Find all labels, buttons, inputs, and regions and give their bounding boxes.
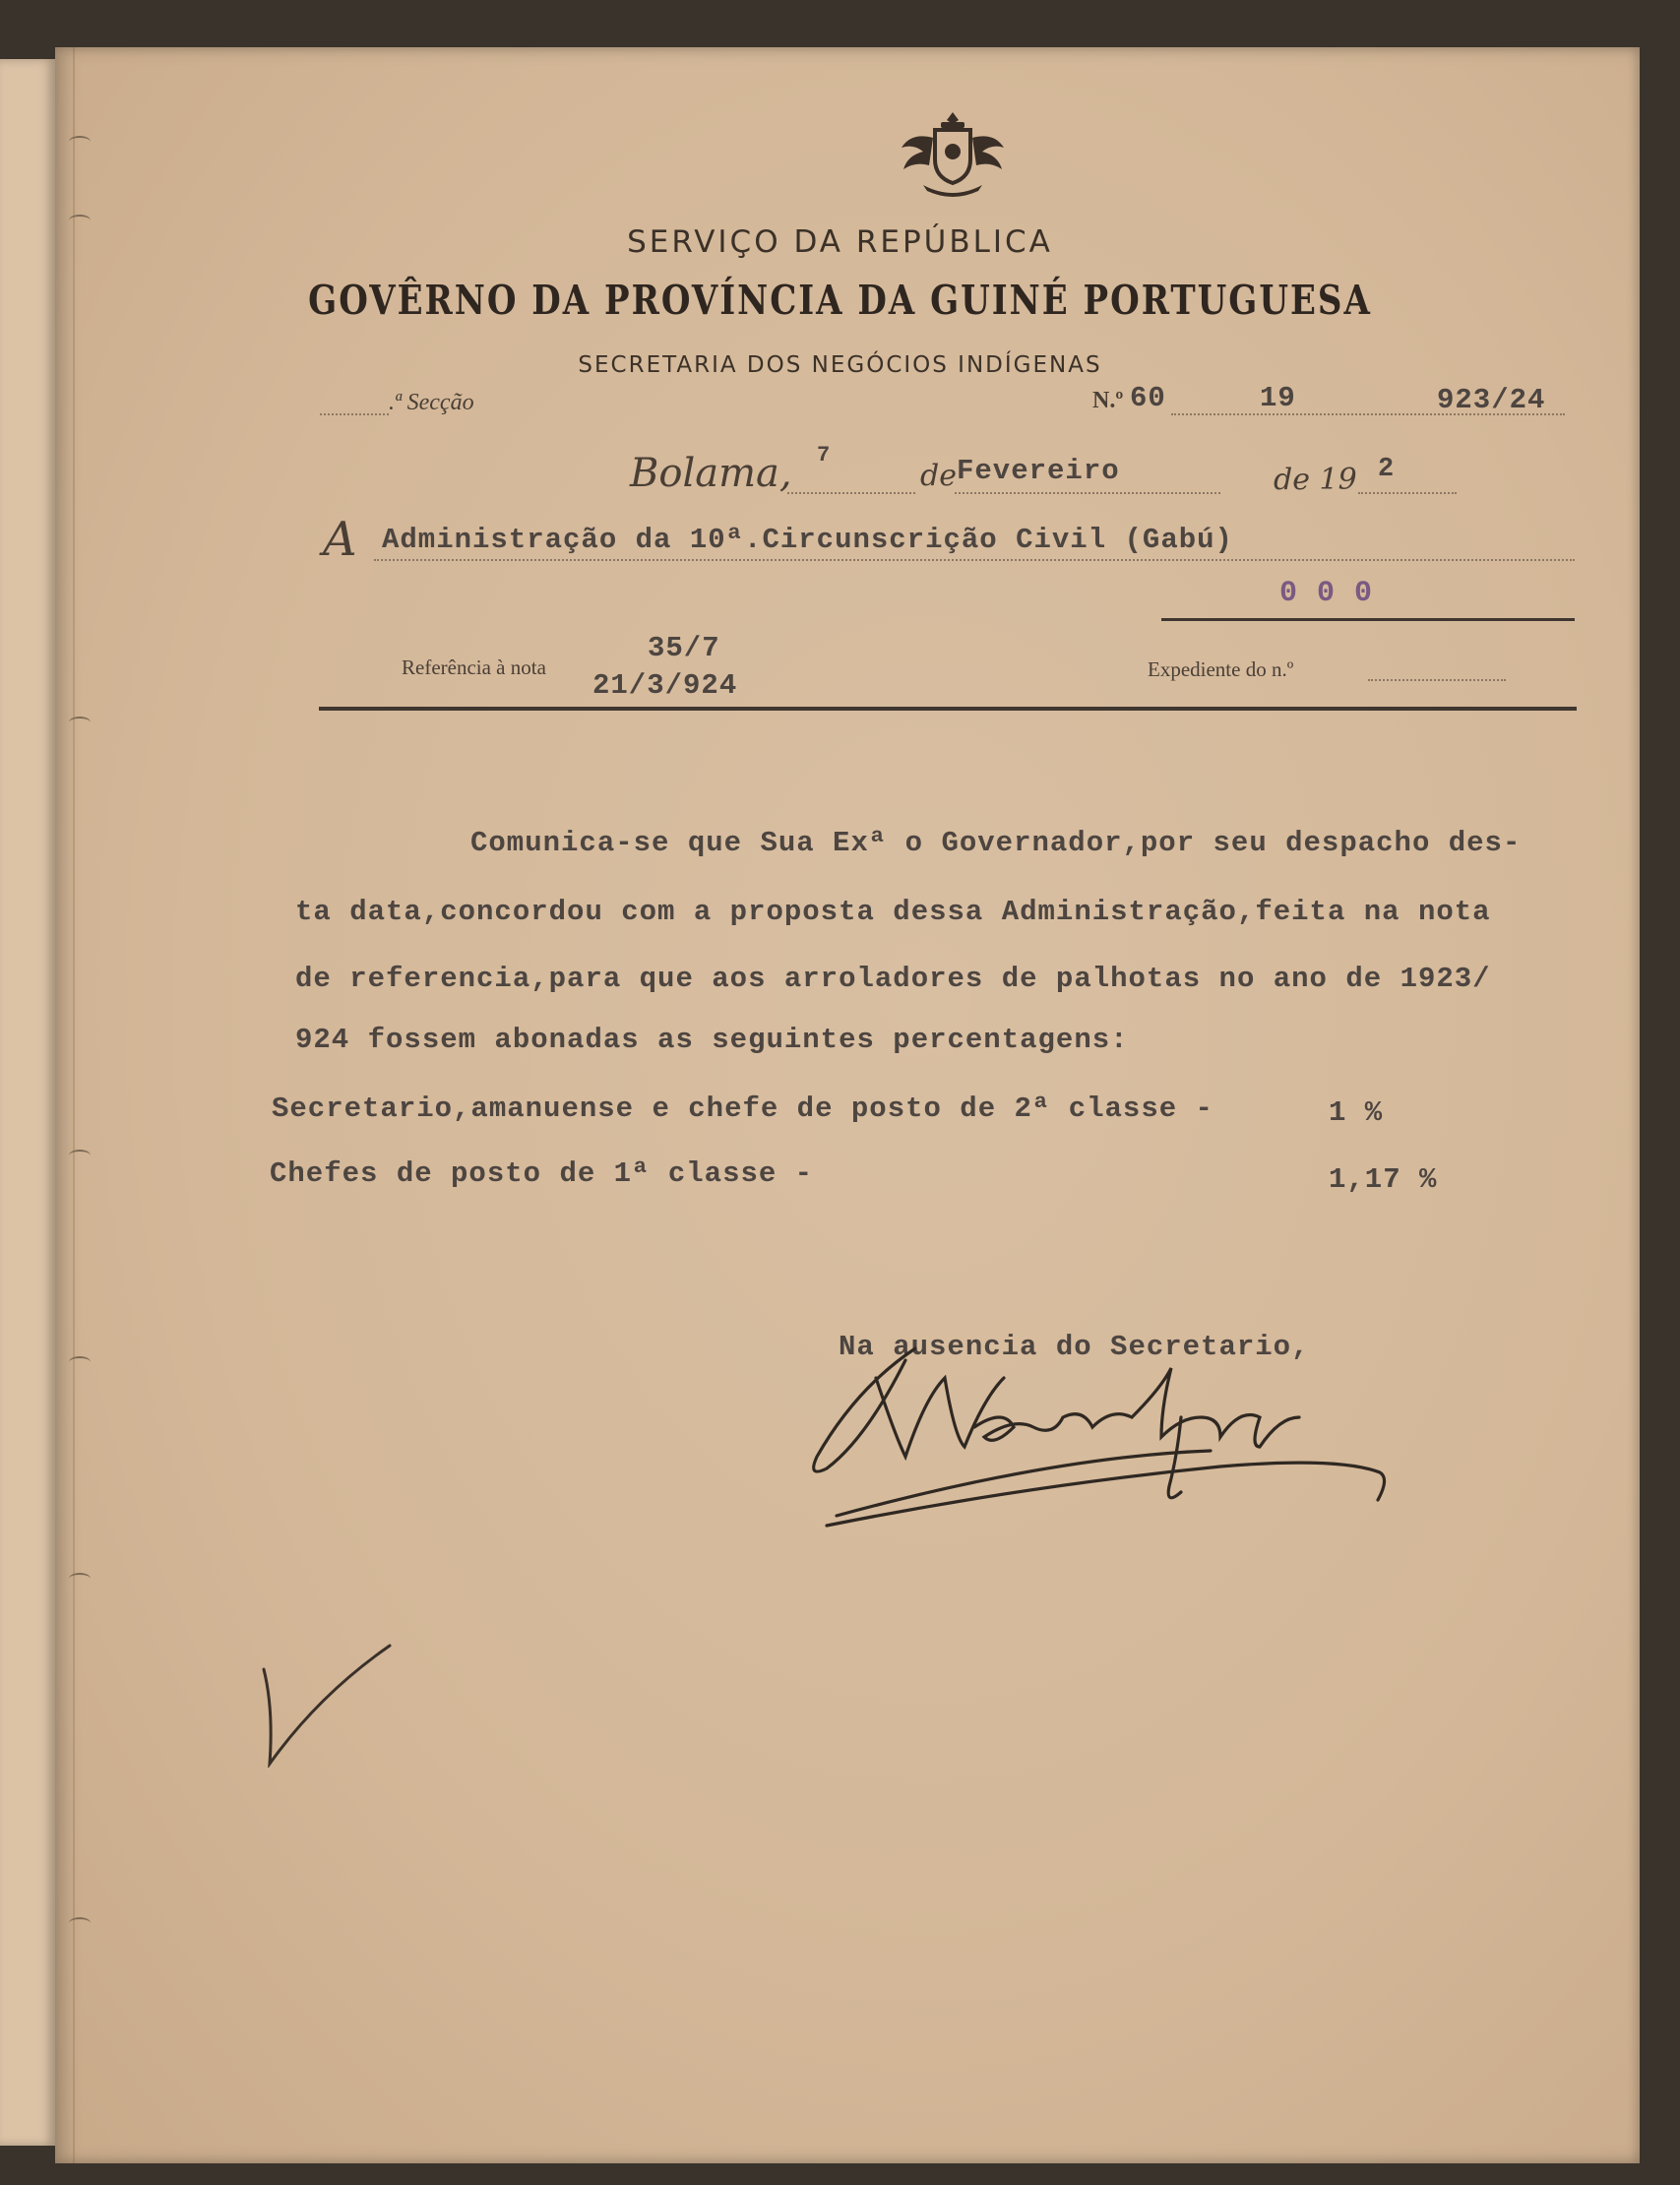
body-line-1: Comunica-se que Sua Exª o Governador,por seu despacho des- [470, 827, 1522, 859]
numero-year: 923/24 [1437, 384, 1546, 416]
percentage-item-1-value: 1 % [1329, 1096, 1384, 1129]
body-line-4: 924 fossem abonadas as seguintes percentagens: [295, 1024, 1129, 1056]
addressee-prefix: A [323, 512, 357, 567]
numero-value: 60 [1130, 382, 1166, 414]
numero-label: N.º [1092, 388, 1124, 413]
addressee-dots [374, 559, 1575, 561]
binding-stitch [69, 1573, 91, 1585]
binding-stitch [69, 136, 91, 148]
document-code: 0 0 0 [1279, 577, 1374, 610]
addressee: Administração da 10ª.Circunscrição Civil (Gabú) [382, 524, 1233, 556]
header-secretariat-title: SECRETARIA DOS NEGÓCIOS INDÍGENAS [578, 352, 1102, 378]
day-dots [787, 492, 915, 494]
expediente-label: Expediente do n.º [1148, 657, 1294, 681]
year-prefix: de 19 [1274, 463, 1357, 497]
signature-closing: Na ausencia do Secretario, [839, 1331, 1310, 1363]
referencia-label: Referência à nota [402, 656, 546, 679]
numero-dots [1171, 413, 1565, 415]
coat-of-arms-icon [894, 108, 1012, 203]
percentage-item-1-label: Secretario,amanuense e chefe de posto de 2ª classe - [272, 1092, 1213, 1125]
year-dots [1358, 492, 1457, 494]
month-prefix: de [920, 459, 957, 493]
percentage-item-2-value: 1,17 % [1329, 1163, 1438, 1196]
header-service-title: SERVIÇO DA REPÚBLICA [627, 224, 1053, 260]
seccao-label: .ª Secção [389, 390, 474, 415]
header-government-title: GOVÊRNO DA PROVÍNCIA DA GUINÉ PORTUGUESA [308, 278, 1372, 325]
month-dots [955, 492, 1220, 494]
binding-stitch [69, 717, 91, 728]
referencia-number: 35/7 [648, 632, 720, 664]
date-day: 7 [817, 443, 832, 468]
header-divider [319, 707, 1577, 711]
binding-stitch [69, 1917, 91, 1929]
place-name: Bolama, [630, 451, 792, 496]
handwritten-signature [807, 1309, 1398, 1535]
date-month: Fevereiro [957, 455, 1120, 487]
body-line-3: de referencia,para que aos arroladores de palhotas no ano de 1923/ [295, 963, 1491, 995]
checkmark-icon [258, 1640, 396, 1768]
seccao-dots [320, 413, 389, 415]
binding-stitch [69, 1150, 91, 1161]
referencia-date: 21/3/924 [592, 669, 738, 702]
expediente-dots [1368, 679, 1506, 681]
binding-stitch [69, 1356, 91, 1368]
year-suffix: 2 [1378, 455, 1396, 484]
percentage-item-2-label: Chefes de posto de 1ª classe - [270, 1157, 814, 1190]
numero-mid: 19 [1260, 382, 1296, 414]
code-rule [1161, 618, 1575, 621]
body-line-2: ta data,concordou com a proposta dessa Administração,feita na nota [295, 896, 1491, 928]
